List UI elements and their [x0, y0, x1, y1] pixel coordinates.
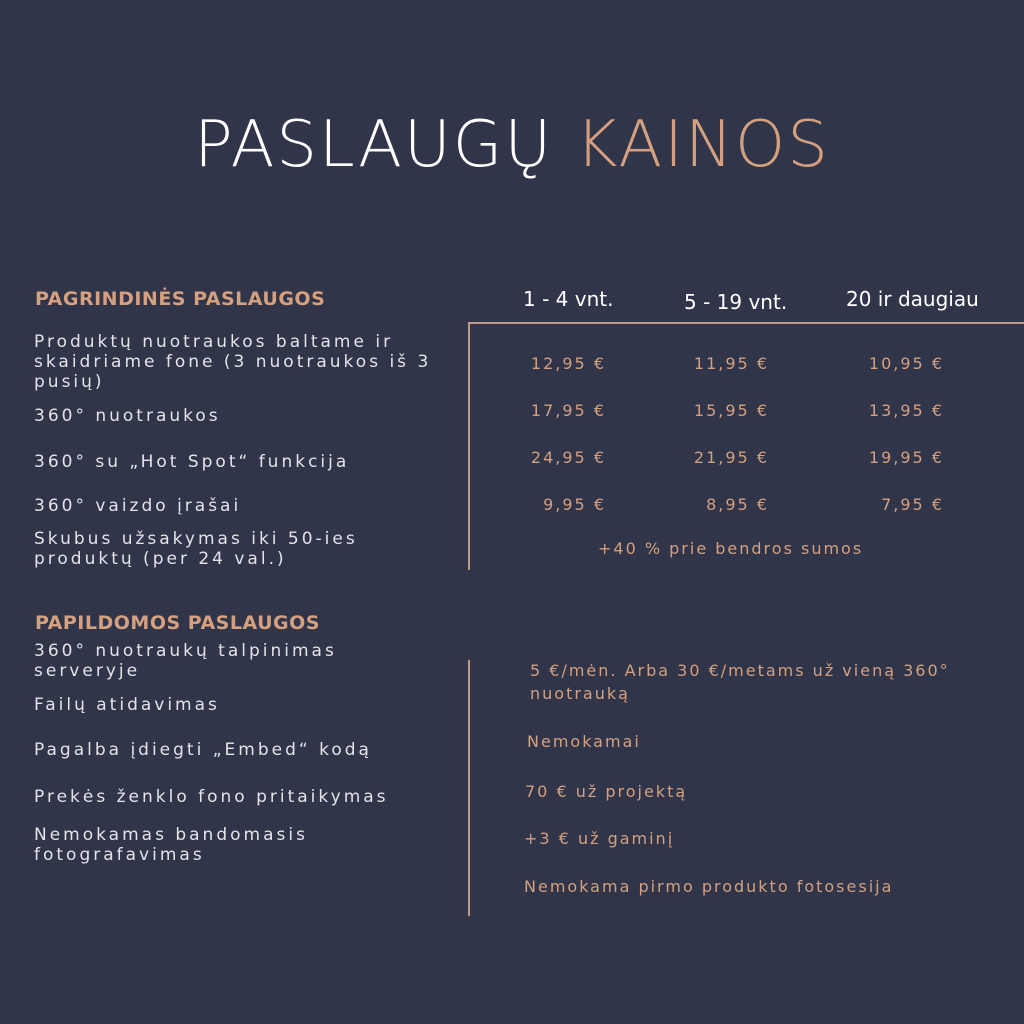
- extra-label-brand-bg: Prekės ženklo fono pritaikymas: [34, 787, 389, 807]
- column-header-5-19: 5 - 19 vnt.: [684, 290, 788, 314]
- price-cell: 13,95 €: [868, 401, 944, 420]
- table-divider-extra: [468, 660, 470, 916]
- extra-label-trial: Nemokamas bandomasis fotografavimas: [34, 825, 308, 865]
- page-title: [0, 108, 1024, 182]
- price-cell: 12,95 €: [530, 354, 606, 373]
- column-header-1-4: 1 - 4 vnt.: [523, 287, 614, 311]
- extra-label-embed: Pagalba įdiegti „Embed“ kodą: [34, 740, 372, 760]
- price-cell: 9,95 €: [543, 495, 606, 514]
- extra-value-embed: 70 € už projektą: [525, 782, 688, 801]
- row-label-product-photos: Produktų nuotraukos baltame ir skaidriame fone (3 nuotraukos iš 3 pusių): [34, 332, 432, 392]
- price-cell: 17,95 €: [530, 401, 606, 420]
- row-label-urgent: Skubus užsakymas iki 50-ies produktų (per 24 val.): [34, 529, 358, 569]
- price-cell: 15,95 €: [693, 401, 769, 420]
- extra-value-hosting: 5 €/mėn. Arba 30 €/metams už vieną 360° nuotrauką: [530, 661, 950, 703]
- title-part1: PASLAUGŲ: [194, 108, 554, 182]
- main-services-heading: PAGRINDINĖS PASLAUGOS: [35, 288, 326, 310]
- price-cell: 11,95 €: [693, 354, 769, 373]
- row-label-360-photos: 360° nuotraukos: [34, 406, 221, 426]
- price-cell: 21,95 €: [693, 448, 769, 467]
- price-cell: 24,95 €: [530, 448, 606, 467]
- extra-label-files: Failų atidavimas: [34, 695, 220, 715]
- extra-value-files: Nemokamai: [527, 732, 641, 751]
- title-part2: KAINOS: [575, 108, 830, 182]
- extra-value-brand-bg: +3 € už gaminį: [524, 829, 675, 848]
- extra-services-heading: PAPILDOMOS PASLAUGOS: [35, 612, 320, 634]
- table-top-line: [468, 322, 1024, 324]
- price-cell: 7,95 €: [881, 495, 944, 514]
- row-label-video: 360° vaizdo įrašai: [34, 496, 242, 516]
- extra-value-trial: Nemokama pirmo produkto fotosesija: [524, 877, 894, 896]
- extra-label-hosting: 360° nuotraukų talpinimas serveryje: [34, 641, 337, 681]
- row-label-hotspot: 360° su „Hot Spot“ funkcija: [34, 452, 350, 472]
- price-cell: 10,95 €: [868, 354, 944, 373]
- table-divider-main: [468, 322, 470, 570]
- column-header-20-plus: 20 ir daugiau: [846, 287, 979, 311]
- price-cell: 19,95 €: [868, 448, 944, 467]
- urgent-note: +40 % prie bendros sumos: [598, 539, 864, 558]
- price-cell: 8,95 €: [706, 495, 769, 514]
